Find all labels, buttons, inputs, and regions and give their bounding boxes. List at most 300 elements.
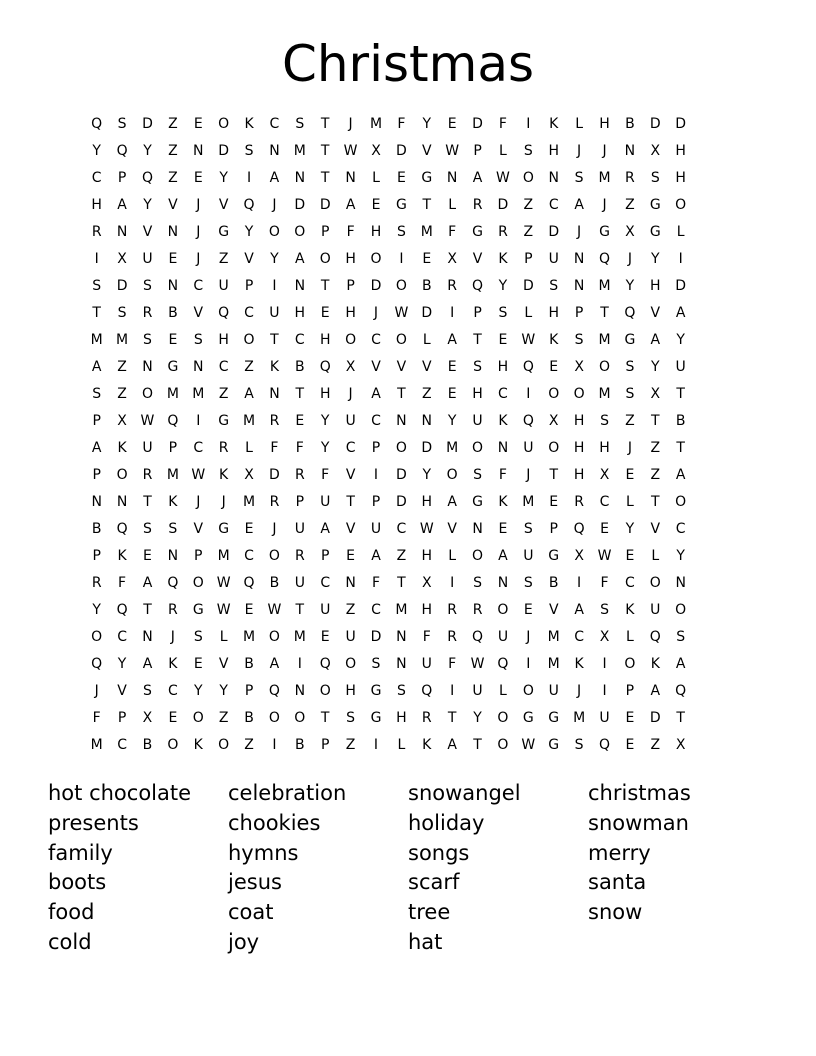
grid-letter: N [116,224,128,240]
grid-letter: Q [91,656,103,672]
grid-letter: Z [168,116,178,132]
grid-letter: U [269,305,280,321]
grid-letter: Z [625,197,635,213]
grid-letter: X [117,251,127,267]
grid-letter: H [421,548,433,564]
grid-row [84,435,693,462]
word-bank-item: food [48,900,95,925]
grid-letter: H [573,440,585,456]
grid-letter: C [294,332,305,348]
grid-letter: O [91,629,103,645]
grid-letter: X [574,548,584,564]
grid-letter: A [295,251,305,267]
grid-letter: P [371,494,381,510]
grid-letter: H [345,305,356,321]
grid-letter: H [650,278,661,294]
grid-letter: H [218,332,229,348]
grid-row [84,111,693,138]
grid-letter: Q [522,413,534,429]
grid-letter: I [272,278,277,294]
grid-letter: I [678,251,683,267]
grid-letter: B [168,305,178,321]
grid-letter: R [168,602,178,618]
grid-letter: H [548,305,559,321]
grid-letter: P [117,710,127,726]
grid-letter: Q [141,170,153,186]
word-bank [48,779,768,958]
grid-letter: S [549,278,559,294]
grid-letter: N [142,359,153,375]
grid-letter: K [549,116,559,132]
grid-letter: M [598,278,611,294]
grid-letter: Y [651,251,660,267]
grid-letter: H [345,683,356,699]
grid-letter: M [90,332,103,348]
word-bank-item: snowman [588,810,689,835]
grid-letter: J [272,521,277,537]
grid-letter: A [447,332,457,348]
page-title: Christmas [281,35,535,93]
grid-letter: N [472,521,483,537]
grid-letter: U [142,440,153,456]
grid-letter: E [600,521,609,537]
grid-letter: Z [345,602,356,618]
grid-letter: U [294,575,305,591]
grid-letter: Z [650,737,661,753]
grid-letter: Q [522,359,534,375]
grid-letter: R [218,440,229,456]
grid-letter: O [497,737,509,753]
grid-letter: E [193,170,203,186]
grid-letter: T [143,602,152,618]
word-bank-item: snow [588,900,643,925]
grid-letter: E [625,548,635,564]
grid-row [84,732,693,759]
grid-letter: E [422,251,432,267]
grid-letter: S [143,521,152,537]
grid-letter: V [421,359,432,375]
grid-letter: E [168,710,178,726]
grid-letter: Q [218,305,230,321]
grid-letter: U [472,683,483,699]
grid-letter: T [143,494,152,510]
word-bank-item: merry [588,840,651,865]
grid-letter: C [244,305,254,321]
grid-letter: L [625,629,634,645]
grid-letter: X [371,143,381,159]
grid-letter: B [625,116,635,132]
grid-letter: E [168,251,178,267]
grid-letter: X [650,386,661,402]
grid-letter: E [625,737,635,753]
grid-letter: S [625,386,635,402]
grid-row [84,462,693,489]
grid-letter: X [599,467,610,483]
grid-letter: T [295,386,305,402]
grid-letter: K [498,413,508,429]
grid-letter: M [598,332,611,348]
grid-letter: O [294,224,306,240]
grid-letter: P [92,413,101,429]
grid-letter: G [218,521,230,537]
grid-letter: T [600,305,609,321]
grid-row [84,273,693,300]
grid-letter: U [370,521,382,537]
grid-letter: S [473,575,482,591]
grid-letter: N [345,575,356,591]
grid-letter: D [548,224,560,240]
grid-letter: G [548,548,560,564]
grid-letter: T [397,575,406,591]
grid-letter: Q [91,116,103,132]
grid-letter: L [372,170,380,186]
grid-letter: V [345,467,356,483]
grid-letter: T [549,467,558,483]
grid-letter: R [447,629,458,645]
grid-letter: Z [218,710,229,726]
grid-letter: X [244,467,254,483]
grid-letter: A [447,737,457,753]
grid-letter: W [521,332,536,348]
grid-letter: Q [598,737,611,753]
grid-letter: N [294,278,306,294]
grid-letter: G [218,224,230,240]
grid-letter: Y [270,251,279,267]
grid-letter: C [396,521,407,537]
grid-letter: O [472,440,484,456]
grid-letter: S [92,386,102,402]
grid-letter: T [473,332,482,348]
grid-letter: Q [167,575,179,591]
grid-letter: R [269,494,280,510]
grid-letter: W [445,143,460,159]
grid-letter: O [446,467,458,483]
grid-letter: J [170,629,175,645]
grid-letter: A [142,656,153,672]
grid-letter: W [521,737,536,753]
grid-letter: H [91,197,102,213]
grid-letter: V [218,656,229,672]
grid-letter: G [167,359,179,375]
grid-letter: O [395,440,407,456]
grid-letter: S [523,143,533,159]
grid-letter: E [549,359,559,375]
grid-letter: S [371,656,381,672]
word-bank-item: scarf [408,870,460,895]
grid-letter: D [421,440,433,456]
grid-letter: X [447,251,457,267]
grid-letter: K [574,656,584,672]
grid-letter: J [196,224,201,240]
grid-letter: W [267,602,282,618]
grid-letter: G [548,710,560,726]
grid-letter: D [116,278,128,294]
grid-letter: S [574,737,584,753]
grid-letter: A [320,521,330,537]
grid-letter: V [168,197,178,213]
grid-letter: S [574,332,584,348]
grid-letter: F [371,575,381,591]
grid-letter: C [371,413,381,429]
grid-letter: P [320,224,330,240]
grid-letter: M [242,494,256,510]
grid-letter: O [497,710,509,726]
grid-letter: N [116,494,128,510]
grid-letter: Z [345,737,356,753]
grid-letter: B [269,575,280,591]
grid-letter: Q [598,251,611,267]
grid-letter: M [395,602,408,618]
grid-letter: E [320,629,330,645]
word-bank-item: christmas [588,781,691,805]
grid-letter: G [649,197,661,213]
grid-letter: I [450,575,455,591]
grid-letter: Y [473,710,482,726]
grid-letter: Q [167,413,179,429]
grid-letter: X [625,224,635,240]
grid-letter: U [523,548,534,564]
grid-letter: A [269,656,280,672]
grid-letter: I [373,737,379,753]
word-column [408,779,588,958]
grid-letter: S [117,305,127,321]
grid-letter: J [348,116,353,132]
grid-letter: L [397,737,406,753]
grid-letter: A [574,197,584,213]
grid-letter: C [599,494,610,510]
grid-letter: R [142,467,153,483]
grid-letter: J [94,683,99,699]
grid-letter: I [602,683,607,699]
grid-letter: A [142,575,153,591]
grid-letter: Q [243,575,255,591]
grid-letter: P [371,440,381,456]
grid-letter: X [574,359,584,375]
grid-letter: G [522,710,534,726]
grid-letter: O [319,251,331,267]
grid-letter: J [196,251,201,267]
grid-letter: E [523,602,533,618]
grid-letter: J [348,386,353,402]
grid-letter: Q [319,656,331,672]
word-bank-item: tree [408,900,451,925]
grid-letter: A [650,683,661,699]
grid-letter: H [396,710,407,726]
grid-letter: Q [116,521,128,537]
grid-letter: O [649,575,661,591]
grid-letter: N [573,251,585,267]
grid-letter: D [269,467,280,483]
grid-letter: J [577,683,582,699]
grid-letter: N [345,170,356,186]
grid-letter: H [548,143,559,159]
grid-row [84,381,693,408]
grid-letter: Y [143,197,152,213]
grid-letter: M [116,332,129,348]
grid-letter: X [675,737,686,753]
grid-letter: L [448,197,457,213]
grid-letter: W [394,305,409,321]
grid-letter: V [650,521,661,537]
word-bank-item: celebration [228,781,347,805]
grid-letter: M [90,737,103,753]
grid-letter: P [92,548,101,564]
grid-letter: S [650,170,660,186]
grid-letter: O [573,386,585,402]
grid-letter: F [346,224,355,240]
grid-letter: M [166,386,179,402]
grid-letter: V [650,305,661,321]
grid-letter: N [573,278,585,294]
grid-letter: P [244,683,254,699]
grid-letter: S [600,413,609,429]
grid-letter: V [421,143,432,159]
grid-letter: T [346,494,355,510]
word-bank-item: jesus [228,870,282,895]
word-bank-item: chookies [228,810,321,835]
grid-letter: O [192,575,204,591]
grid-letter: R [421,710,432,726]
grid-letter: X [650,143,661,159]
grid-letter: C [117,737,127,753]
grid-letter: I [272,737,277,753]
grid-letter: T [320,170,330,186]
grid-letter: I [450,683,455,699]
grid-letter: O [370,251,382,267]
grid-letter: M [522,494,535,510]
grid-letter: R [142,305,153,321]
grid-letter: Z [244,359,254,375]
grid-letter: Y [143,143,152,159]
grid-letter: K [625,602,635,618]
grid-letter: D [395,143,407,159]
grid-letter: S [117,116,127,132]
grid-letter: R [625,170,635,186]
grid-letter: L [422,332,431,348]
grid-letter: N [396,656,407,672]
grid-letter: H [573,413,585,429]
grid-letter: D [319,197,331,213]
grid-letter: D [370,278,382,294]
grid-letter: A [371,386,381,402]
grid-letter: S [143,683,152,699]
grid-letter: R [269,413,280,429]
grid-letter: A [447,494,457,510]
grid-letter: T [270,332,279,348]
grid-letter: C [320,575,331,591]
grid-letter: Y [320,440,330,456]
grid-letter: C [371,332,381,348]
grid-letter: L [651,548,660,564]
grid-letter: N [193,359,204,375]
grid-letter: O [395,332,407,348]
grid-letter: P [320,737,330,753]
grid-letter: S [244,143,254,159]
grid-letter: F [295,440,304,456]
grid-letter: H [599,116,610,132]
grid-letter: I [450,305,455,321]
grid-letter: O [141,386,153,402]
grid-letter: O [522,170,534,186]
grid-letter: V [244,251,254,267]
grid-letter: R [472,602,483,618]
grid-letter: E [193,116,203,132]
grid-letter: Y [625,521,635,537]
grid-letter: D [294,197,306,213]
grid-letter: A [117,197,127,213]
grid-letter: Q [649,629,661,645]
grid-letter: I [526,656,531,672]
grid-letter: T [676,386,685,402]
grid-letter: C [675,521,686,537]
grid-letter: P [625,683,635,699]
grid-letter: T [92,305,101,321]
grid-letter: F [422,629,431,645]
grid-letter: P [117,170,127,186]
grid-letter: T [320,278,330,294]
grid-letter: G [548,737,560,753]
word-bank-item: snowangel [408,781,521,805]
grid-letter: S [600,602,609,618]
grid-letter: K [422,737,432,753]
grid-letter: C [91,170,102,186]
grid-letter: D [395,494,407,510]
grid-letter: V [142,224,153,240]
grid-letter: O [268,548,280,564]
grid-letter: O [548,386,560,402]
grid-letter: N [167,548,179,564]
grid-letter: K [269,359,280,375]
grid-letter: L [499,143,507,159]
grid-letter: Q [319,359,331,375]
grid-letter: W [597,548,612,564]
grid-letter: U [548,251,559,267]
grid-letter: U [142,251,153,267]
grid-letter: K [219,467,229,483]
grid-letter: G [472,494,483,510]
grid-letter: H [319,332,331,348]
word-bank-item: songs [408,840,470,865]
grid-letter: B [91,521,102,537]
grid-letter: C [345,440,356,456]
grid-letter: U [523,440,534,456]
grid-letter: O [675,197,687,213]
grid-letter: O [167,737,179,753]
grid-letter: W [216,602,231,618]
grid-letter: O [345,656,357,672]
grid-letter: G [370,683,382,699]
grid-letter: V [117,683,127,699]
grid-letter: R [498,224,508,240]
grid-letter: P [295,494,305,510]
grid-letter: V [371,359,381,375]
grid-letter: U [599,710,610,726]
grid-letter: B [548,575,559,591]
grid-letter: Z [244,737,254,753]
grid-letter: O [192,710,204,726]
grid-letter: Q [472,278,484,294]
grid-letter: D [218,143,230,159]
grid-row [84,354,693,381]
grid-letter: P [473,143,482,159]
grid-letter: C [193,278,204,294]
grid-letter: Q [472,629,484,645]
grid-letter: C [167,683,178,699]
grid-letter: O [624,656,636,672]
grid-letter: N [548,170,559,186]
grid-letter: W [419,521,434,537]
grid-row [84,246,693,273]
